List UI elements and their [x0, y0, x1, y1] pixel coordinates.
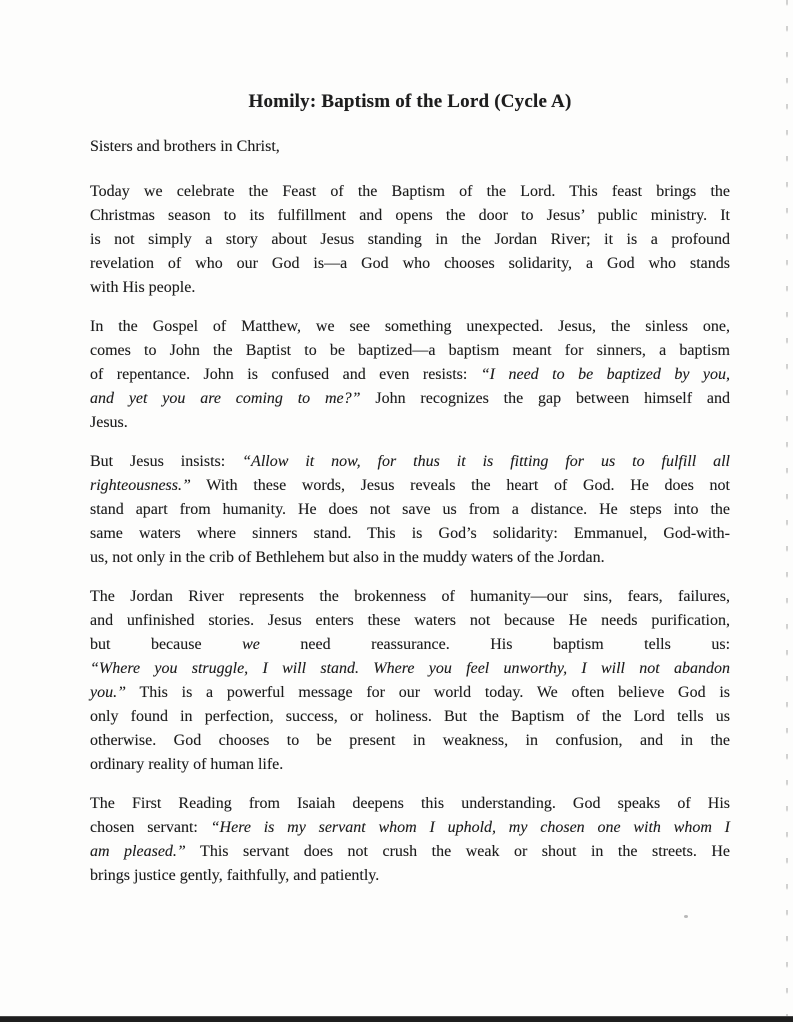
- text-line: [90, 816, 730, 840]
- body-text: Christmas season to its fulfillment and opens the door to Jesus’ public ministry. It: [90, 207, 730, 224]
- text-line: [90, 180, 730, 204]
- body-text: same waters where sinners stand. This is God’s solidarity: Emmanuel, God-with-: [90, 525, 730, 542]
- quoted-italic-text: righteousness.”: [90, 477, 191, 494]
- document-content: [90, 90, 730, 903]
- text-line: [90, 339, 730, 363]
- quoted-italic-text: we: [242, 636, 260, 653]
- document-body: [90, 180, 730, 888]
- body-text: The First Reading from Isaiah deepens this understanding. God speaks of His: [90, 795, 730, 812]
- body-text: comes to John the Baptist to be baptized—a baptism meant for sinners, a baptism: [90, 342, 730, 359]
- paragraph: [90, 180, 730, 300]
- quoted-italic-text: “I need to be baptized by you,: [480, 366, 730, 383]
- body-text: with His people.: [90, 279, 196, 296]
- text-line: [90, 792, 730, 816]
- text-line: [90, 633, 730, 657]
- body-text: ordinary reality of human life.: [90, 756, 284, 773]
- body-text: John recognizes the gap between himself and: [360, 390, 730, 407]
- body-text: This is a powerful message for our world today. We often believe God is: [126, 684, 730, 701]
- body-text: only found in perfection, success, or holiness. But the Baptism of the Lord tells us: [90, 708, 730, 725]
- text-line: [90, 474, 730, 498]
- salutation-line: Sisters and brothers in Christ,: [90, 138, 280, 155]
- text-line: [90, 228, 730, 252]
- text-line: [90, 657, 730, 681]
- text-line: [90, 864, 730, 888]
- scan-artifact-line: [786, 0, 788, 1024]
- body-text: is not simply a story about Jesus standing in the Jordan River; it is a profound: [90, 231, 730, 248]
- text-line: [90, 546, 730, 570]
- body-text: but because: [90, 636, 243, 653]
- text-line: [90, 705, 730, 729]
- body-text: Jesus.: [90, 414, 128, 431]
- body-text: With these words, Jesus reveals the heart of God. He does not: [190, 477, 730, 494]
- quoted-italic-text: “Allow it now, for thus it is fitting for us to fulfill all: [242, 453, 730, 470]
- body-text: need reassurance. His baptism tells us:: [259, 636, 731, 653]
- body-text: of repentance. John is confused and even resists:: [90, 366, 481, 383]
- text-line: [90, 681, 730, 705]
- text-line: [90, 753, 730, 777]
- text-line: [90, 840, 730, 864]
- paragraph: [90, 792, 730, 888]
- paragraph: [90, 450, 730, 570]
- text-line: [90, 252, 730, 276]
- quoted-italic-text: and yet you are coming to me?”: [90, 390, 361, 407]
- body-text: But Jesus insists:: [90, 453, 243, 470]
- paragraph: [90, 585, 730, 777]
- body-text: us, not only in the crib of Bethlehem but also in the muddy waters of the Jordan.: [90, 549, 605, 566]
- body-text: The Jordan River represents the brokenness of humanity—our sins, fears, failures,: [90, 588, 730, 605]
- text-line: [90, 315, 730, 339]
- quoted-italic-text: you.”: [90, 684, 126, 701]
- text-line: [90, 729, 730, 753]
- body-text: This servant does not crush the weak or shout in the streets. He: [185, 843, 731, 860]
- scan-edge-bar: [0, 1016, 793, 1022]
- text-line: [90, 498, 730, 522]
- body-text: stand apart from humanity. He does not save us from a distance. He steps into the: [90, 501, 730, 518]
- text-line: [90, 450, 730, 474]
- body-text: otherwise. God chooses to be present in weakness, in confusion, and in the: [90, 732, 730, 749]
- text-line: [90, 411, 730, 435]
- document-title: Homily: Baptism of the Lord (Cycle A): [248, 91, 572, 112]
- body-text: revelation of who our God is—a God who chooses solidarity, a God who stands: [90, 255, 730, 272]
- quoted-italic-text: am pleased.”: [90, 843, 186, 860]
- text-line: [90, 204, 730, 228]
- paragraph: [90, 315, 730, 435]
- body-text: brings justice gently, faithfully, and patiently.: [90, 867, 380, 884]
- body-text: Today we celebrate the Feast of the Baptism of the Lord. This feast brings the: [90, 183, 730, 200]
- text-line: [90, 585, 730, 609]
- scan-speck: [684, 915, 688, 918]
- body-text: In the Gospel of Matthew, we see something unexpected. Jesus, the sinless one,: [90, 318, 730, 335]
- body-text: and unfinished stories. Jesus enters these waters not because He needs purification,: [90, 612, 730, 629]
- text-line: [90, 522, 730, 546]
- text-line: [90, 276, 730, 300]
- quoted-italic-text: “Here is my servant whom I uphold, my chosen one with whom I: [210, 819, 730, 836]
- text-line: [90, 363, 730, 387]
- body-text: chosen servant:: [90, 819, 211, 836]
- text-line: [90, 387, 730, 411]
- text-line: [90, 609, 730, 633]
- quoted-italic-text: “Where you struggle, I will stand. Where you feel unworthy, I will not abandon: [90, 660, 730, 677]
